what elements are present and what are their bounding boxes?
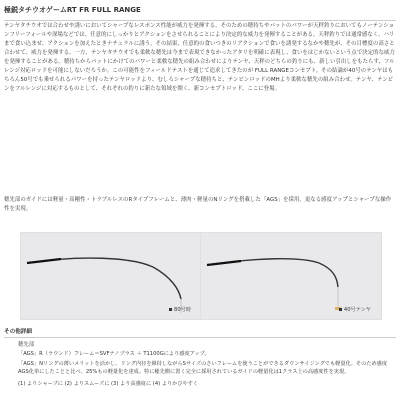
spec-section-heading: その他詳細 (4, 327, 396, 338)
spec-section-label: 穂先部 (18, 342, 35, 348)
bullet-square-icon (169, 308, 172, 311)
article-title: 極鋭タチウオゲームRT FR FULL RANGE (4, 6, 141, 14)
spec-item: 「AGS」Nリングの薄いメリットを活かし、リング内径を維持しながらSサイズのさいフレームを使うことができるダウンサイジングでも軽量化。そのため感度AGS化単にしたことと比べ、25%もの軽量化を達成。特に穂先側に置く完全に採用されているガイドの軽量化は1クラス上の高感度性を実現。 (18, 361, 388, 375)
rod-bend-photo-40-tenya (200, 232, 382, 320)
spec-item: 「AGS」R（ラウンド）フレーム＝SVFナノプラス ＋ T1100Gにより感度アップ。 (18, 351, 210, 357)
photo-caption: 40号テンヤ (339, 306, 371, 313)
bullet-square-icon (339, 308, 342, 311)
rod-bend-photo-80 (20, 232, 202, 320)
article-title-bar (4, 5, 396, 21)
guide-paragraph: 穂先部のガイドには軽量・高剛性・トラブルレスのRタイプフレームと、薄肉・軽量のNリングを搭載した「AGS」を採用。更なる感度アップとシャープな操作性を実現。 (4, 197, 392, 212)
intro-paragraph: テンヤタチウオでは合わせや誘いにおいてシャープなレスポンス性能が威力を発揮する。そのための穂持ちやバットのパワーが天秤釣りにおいてもノーテンションフリーフォールや深場などでは、任意的にしっかりとアクションをさせられることにより決定的な威力を発揮することがある。天秤釣りでは通常感なく、ハリまで食い込ませ、アクションを加えたときナチュラルに誘う。その結果、任意的の食いつきのリアクションで食いを誘発するなかや穂先が、その目標度の高さと合わせて、威力を発揮する。一方、テンヤタチウオでも柔軟な穂先は今まで表現できなかったアタリを明確に表現し、食いをはじかないという点で決定的な威力を発揮することがある。穂持ちからバットにかけてのパワーと柔軟な穂先の組み合わせによりテンヤ、天秤のどちらの釣りにも、新しい引出しをもたらす、フルレンジ対応ロッドを可能にしないだろうか。この可能性をフィールドテストを通じて追求してきたのが FULL RANGEコンセプト。その結論が40号のテンヤはもちろん50号でも乗せられるパワーを持ったテンヤロッドより、むしろシャープな穂持ちと、テンビンロッドのMHより柔軟な穂先の組み合わせ。テンヤ、テンビンをフルレンジに対応するものとして、それぞれの釣りに新たな領域を開く、新コンセプトロッド、ここに登場。 (4, 23, 395, 92)
spec-item: (1) よりシャープに (2) よりスムーズに (3) より高感度に (4) よりかびやすく (18, 381, 199, 387)
photo-caption: 80号時 (169, 306, 191, 313)
